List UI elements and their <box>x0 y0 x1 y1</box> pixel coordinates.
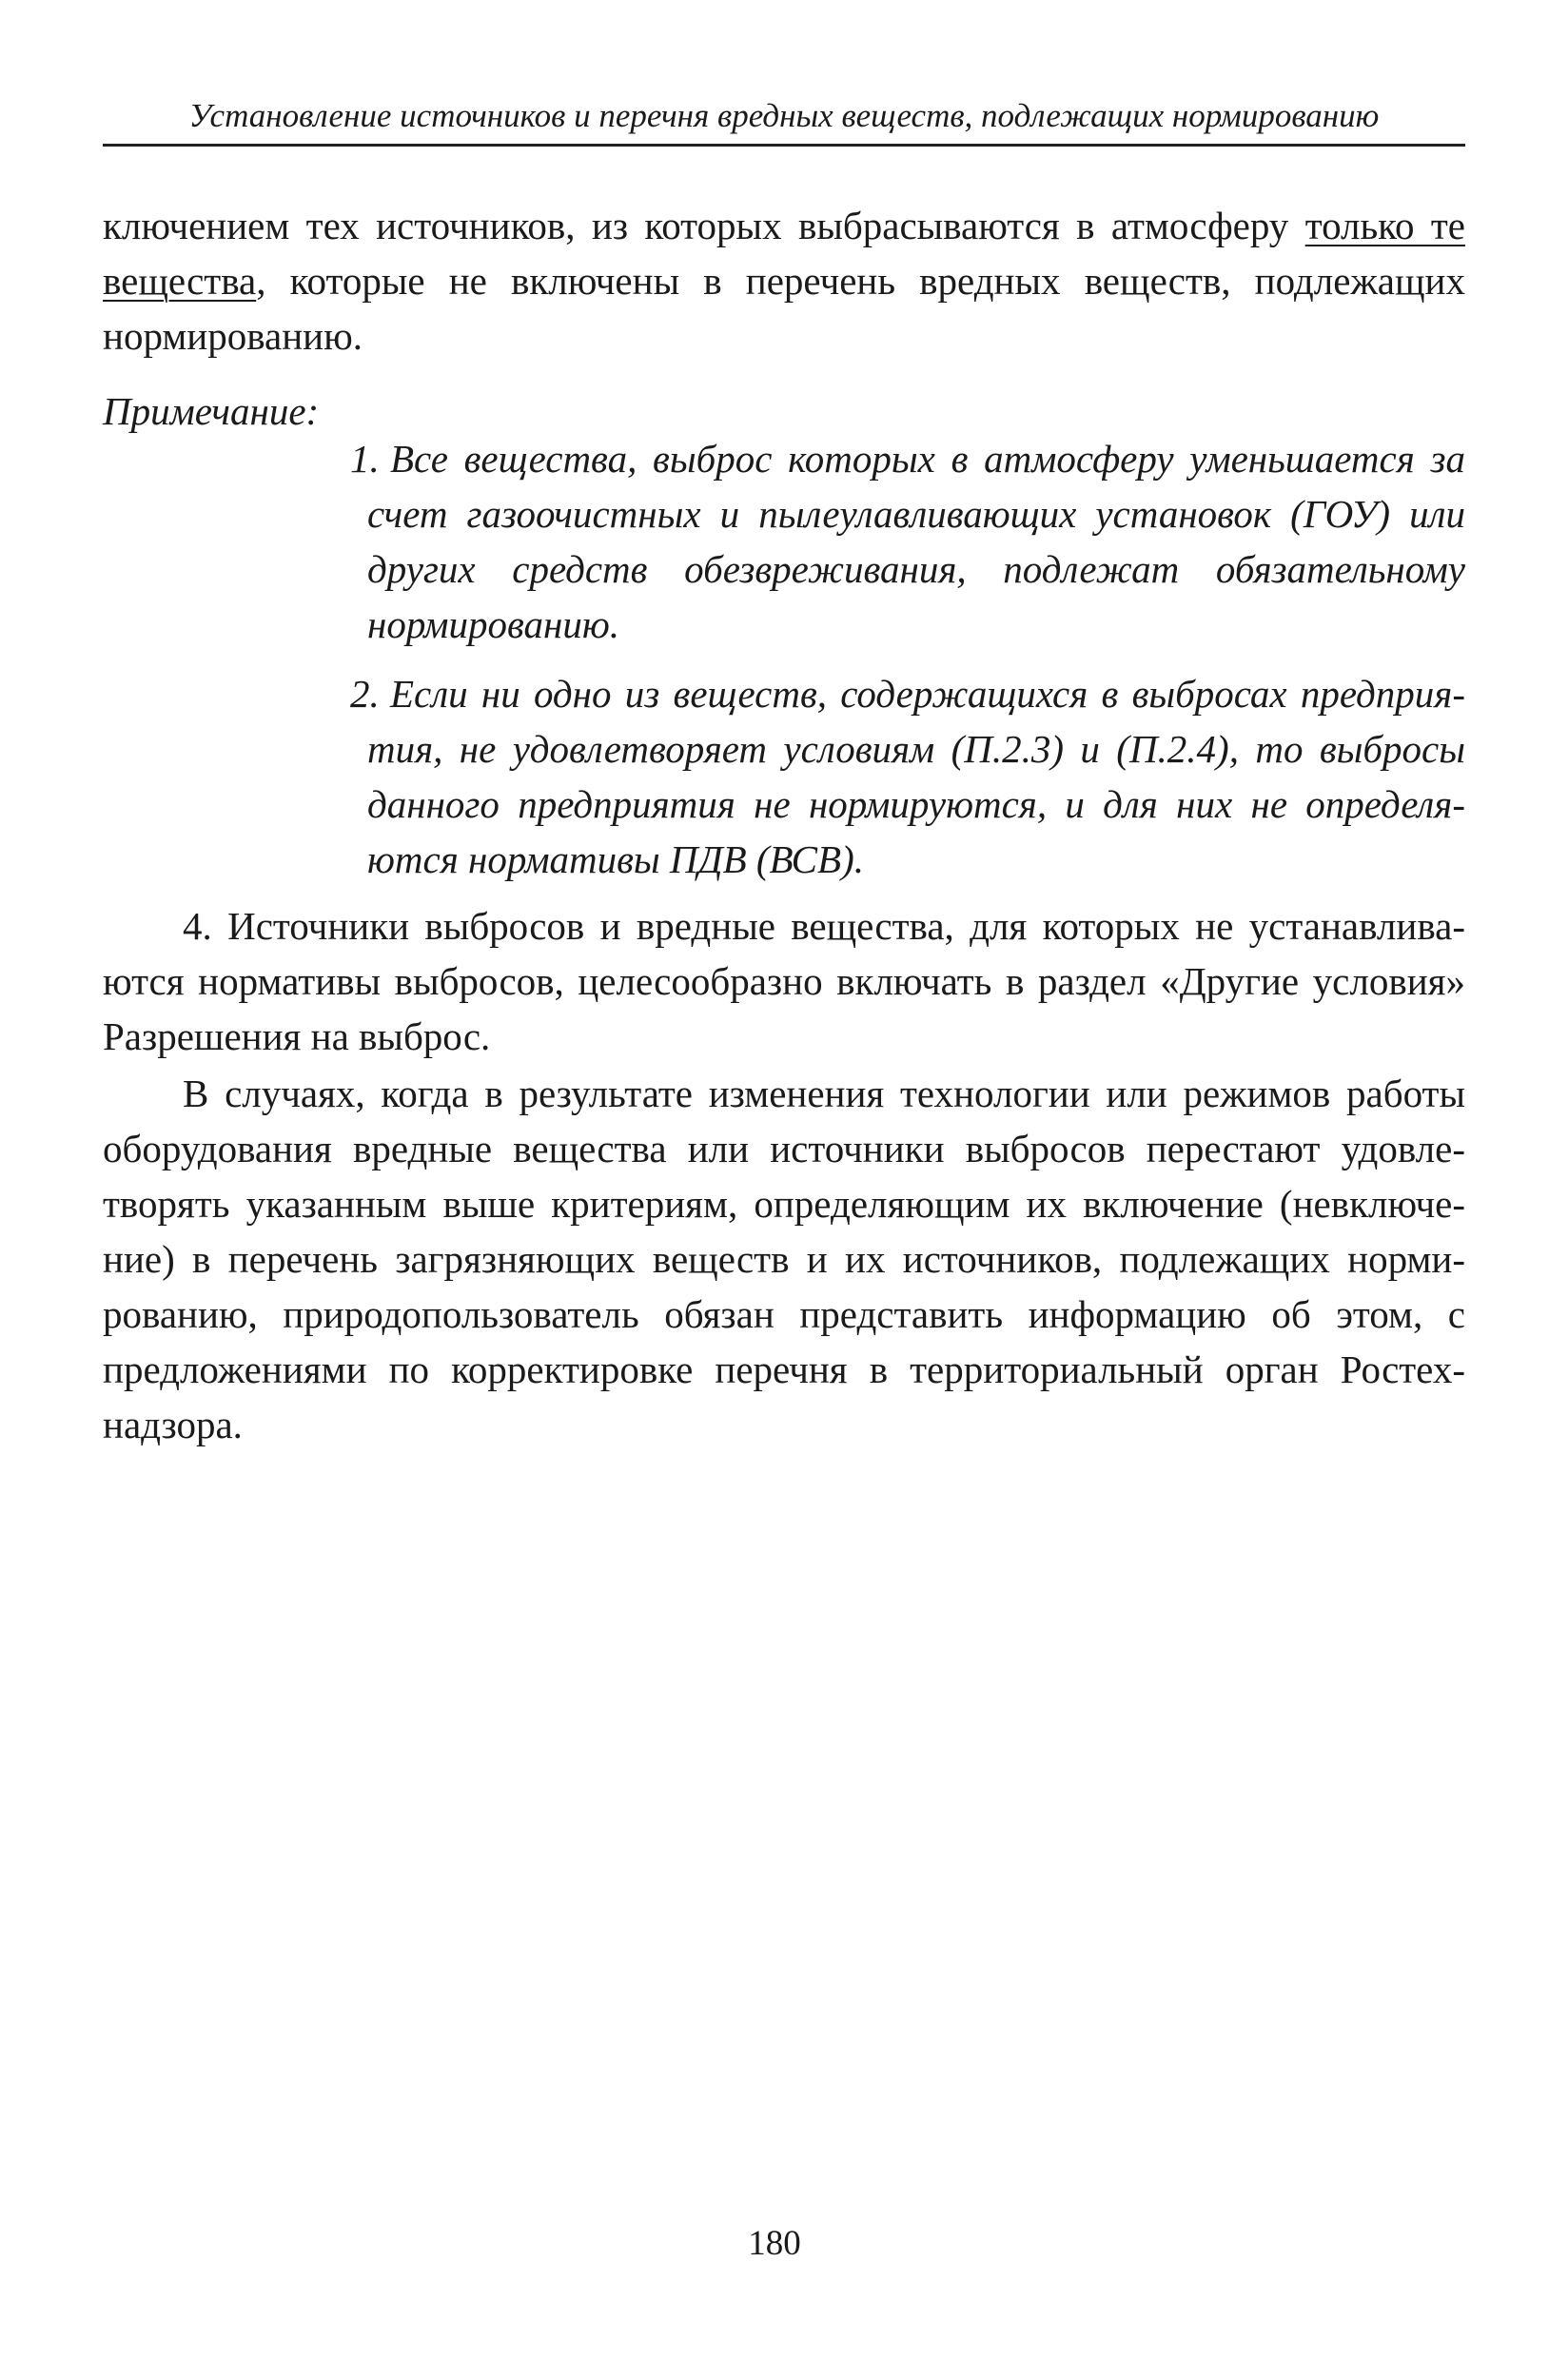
note-line: данного предприятия не нормируются, и для них не определя- <box>367 782 1465 826</box>
note-number: 1. <box>350 437 380 481</box>
paragraph-line: 4. Источники выбросов и вредные вещества, для которых не устанавлива- <box>183 904 1465 948</box>
paragraph-line: В случаях, когда в результате изменения технологии или режимов работы <box>183 1072 1465 1115</box>
note-line: счет газоочистных и пылеулавливающих установок (ГОУ) или <box>367 492 1465 536</box>
paragraph-line: ние) в перечень загрязняющих веществ и их источников, подлежащих норми- <box>103 1237 1465 1281</box>
note-line: нормированию. <box>367 602 619 646</box>
note-item-1 <box>350 431 1465 652</box>
paragraph-line: рованию, природопользователь обязан представить информацию об этом, с <box>103 1292 1465 1336</box>
note-line: ются нормативы ПДВ (ВСВ). <box>367 837 864 881</box>
text-run: , которые не включены в перечень вредных веществ, подлежащих <box>256 259 1465 303</box>
underlined-text: только те <box>1304 204 1466 247</box>
paragraph-5 <box>103 1066 1465 1452</box>
note-label: Примечание: <box>103 389 320 433</box>
note-number: 2. <box>350 672 380 716</box>
note-line: Если ни одно из веществ, содержащихся в выбросах предприя- <box>390 672 1465 716</box>
note-line: Все вещества, выброс которых в атмосферу уменьшается за <box>390 437 1465 481</box>
paragraph-continuation <box>103 198 1465 364</box>
paragraph-4 <box>103 898 1465 1064</box>
paragraph-line: оборудования вредные вещества или источники выбросов перестают удовле- <box>103 1127 1465 1170</box>
paragraph-line <box>103 198 1465 253</box>
note-line: других средств обезвреживания, подлежат обязательному <box>367 547 1465 591</box>
paragraph-line: ются нормативы выбросов, целесообразно включать в раздел «Другие условия» <box>103 959 1465 1003</box>
note-item-2 <box>350 666 1465 887</box>
header-rule <box>103 144 1465 147</box>
text-run: ключением тех источников, из которых выбрасываются в атмосферу <box>103 204 1305 247</box>
running-header: Установление источников и перечня вредных веществ, подлежащих нормированию <box>188 97 1380 134</box>
underlined-text: вещества <box>103 259 257 303</box>
paragraph-line: творять указанным выше критериям, определяющим их включение (невключе- <box>103 1182 1465 1226</box>
paragraph-line <box>103 253 1465 308</box>
paragraph-line: надзора. <box>103 1403 243 1446</box>
paragraph-line: нормированию. <box>103 314 363 358</box>
paragraph-line: Разрешения на выброс. <box>103 1014 491 1058</box>
paragraph-line: предложениями по корректировке перечня в территориальный орган Ростех- <box>103 1347 1465 1391</box>
note-line: тия, не удовлетворяет условиям (П.2.3) и (П.2.4), то выбросы <box>367 727 1465 771</box>
page-number: 180 <box>748 2224 801 2263</box>
